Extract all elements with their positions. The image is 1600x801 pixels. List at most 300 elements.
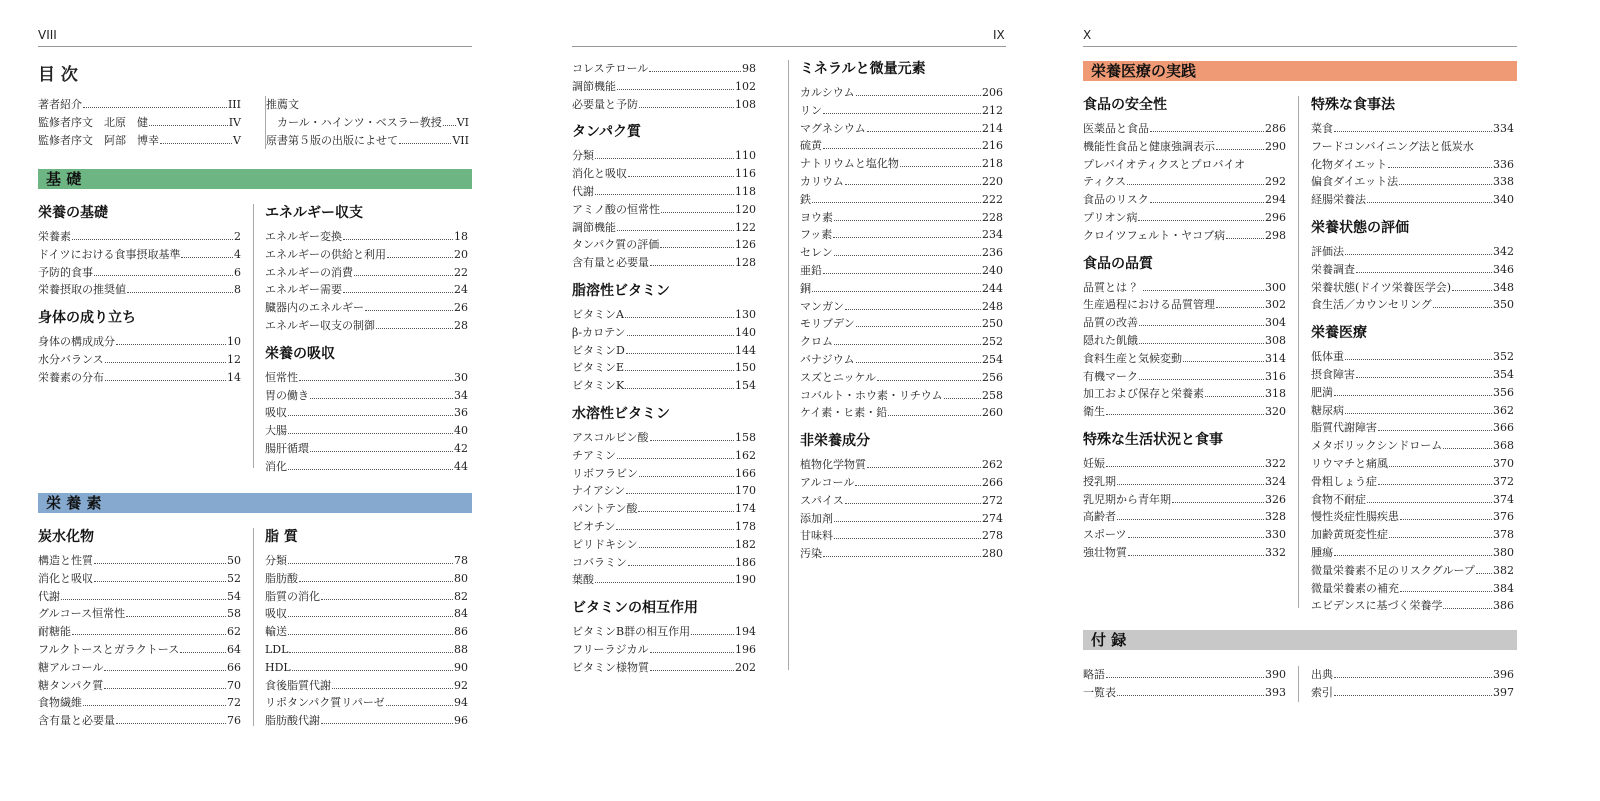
entry-title: 監修者序文 北原 健 [38, 115, 148, 129]
entry-title: 品質の改善 [1083, 316, 1138, 330]
entry-page: 298 [1265, 228, 1286, 242]
entry-page: 120 [735, 202, 756, 216]
entry-title: HDL [265, 660, 291, 674]
entry-title: ヨウ素 [800, 210, 833, 224]
entry-page: 158 [735, 430, 756, 444]
entry-title: 汚染 [800, 547, 822, 561]
toc-group [1311, 96, 1514, 209]
entry-page: 206 [982, 86, 1003, 99]
dot-leader [1117, 484, 1264, 485]
toc-entry [1083, 666, 1286, 684]
entry-title: 肥満 [1311, 385, 1333, 399]
page-number: IX [993, 28, 1005, 42]
entry-title: 出典 [1311, 668, 1333, 681]
entry-title: 評価法 [1311, 244, 1344, 258]
entry-page: 118 [735, 184, 756, 198]
group-heading: 特殊な食事法 [1311, 97, 1395, 113]
toc-entry [1083, 120, 1286, 138]
group-heading: 非栄養成分 [800, 433, 870, 450]
entry-page: 88 [454, 642, 468, 656]
entry-page: 26 [454, 301, 468, 315]
entry-page: 44 [454, 459, 468, 473]
dot-leader [1388, 167, 1492, 168]
dot-leader [1356, 272, 1492, 273]
entry-title: 推薦文 [266, 98, 299, 111]
entry-title: 調節機能 [572, 79, 616, 93]
entry-page: 346 [1493, 262, 1514, 276]
toc-entry [1311, 296, 1514, 314]
entry-title: ティクス [1083, 175, 1127, 189]
entry-page: 110 [735, 149, 756, 163]
entry-title: 微量栄養素不足のリスクグループ [1311, 563, 1475, 577]
group-heading: 脂溶性ビタミン [572, 282, 670, 299]
entry-title: 妊娠 [1083, 456, 1105, 470]
entry-page: 302 [1265, 298, 1286, 312]
entry-title: カール・ハインツ・ベスラー教授 [266, 115, 442, 129]
dot-leader [1143, 290, 1265, 291]
entry-title: 摂食障害 [1311, 367, 1355, 381]
dot-leader [1389, 466, 1492, 467]
toc-entry [1083, 191, 1286, 209]
entry-page: 397 [1493, 685, 1514, 699]
dot-leader [1138, 220, 1264, 221]
entry-title: ナイアシン [572, 484, 626, 498]
entry-title: エネルギー収支の制御 [265, 318, 375, 332]
entry-title: 栄養摂取の推奨値 [38, 283, 126, 297]
entry-page: 92 [454, 678, 468, 692]
toc-entry [1083, 385, 1286, 403]
entry-title: 胃の働き [265, 388, 309, 402]
entry-page: 84 [454, 607, 468, 621]
entry-title: 脂質代謝障害 [1311, 421, 1377, 435]
entry-title: 輸送 [265, 625, 287, 639]
entry-page: 258 [982, 388, 1003, 402]
dot-leader [1356, 377, 1492, 378]
entry-page: 80 [454, 571, 468, 585]
entry-title: 代謝 [38, 589, 60, 603]
entry-page: 96 [454, 714, 468, 728]
toc-entry [1083, 684, 1286, 702]
toc-entry [1083, 156, 1286, 174]
entry-page: 340 [1493, 193, 1514, 207]
entry-title: 一覧表 [1083, 685, 1116, 699]
toc-entry [1311, 366, 1514, 384]
entry-page: 292 [1265, 175, 1286, 189]
entry-page: 98 [742, 62, 756, 75]
header-rule [1083, 46, 1517, 47]
entry-title: 含有量と必要量 [572, 256, 649, 270]
entry-page: 202 [735, 660, 756, 674]
entry-title: 葉酸 [572, 573, 594, 587]
entry-page: VI [456, 115, 469, 129]
toc-entry [1083, 296, 1286, 314]
entry-page: 216 [982, 139, 1003, 153]
practice-col-right [1311, 96, 1514, 625]
toc-entry [1083, 508, 1286, 526]
appendix-col-left [1083, 666, 1299, 702]
entry-page: 390 [1265, 668, 1286, 681]
entry-title: コバラミン [572, 555, 627, 569]
entry-page: 326 [1265, 492, 1286, 506]
dot-leader [1150, 202, 1264, 203]
dot-leader [1106, 414, 1264, 415]
dot-leader [1345, 413, 1492, 414]
toc-entry [1311, 526, 1514, 544]
entry-page: 260 [982, 406, 1003, 420]
group-heading: 食品の品質 [1083, 255, 1153, 272]
entry-page: 300 [1265, 280, 1286, 294]
toc-title: 目 次 [38, 65, 78, 85]
entry-title: リン [800, 103, 822, 117]
entry-title: ドイツにおける食事摂取基準 [38, 247, 181, 261]
entry-page: III [227, 98, 241, 111]
dot-leader [1334, 555, 1492, 556]
toc-entry [1311, 261, 1514, 279]
toc-entry [1311, 120, 1514, 138]
toc-entry [1311, 684, 1514, 702]
entry-page: 36 [454, 406, 468, 420]
entry-title: 脂肪酸代謝 [265, 714, 320, 728]
entry-title: スズとニッケル [800, 370, 877, 384]
entry-page: 296 [1265, 210, 1286, 224]
entry-title: チアミン [572, 448, 616, 462]
entry-title: 亜鉛 [800, 263, 822, 277]
entry-page: 126 [735, 238, 756, 252]
entry-title: 強壮物質 [1083, 545, 1127, 559]
entry-title: 鉄 [800, 192, 811, 206]
entry-title: 食後脂質代謝 [265, 678, 331, 692]
group-heading: 栄養の吸収 [265, 345, 335, 362]
entry-title: マンガン [800, 299, 844, 313]
entry-page: 2 [234, 230, 241, 243]
entry-title: ビタミンB群の相互作用 [572, 625, 691, 639]
entry-title: ビタミンE [572, 361, 625, 375]
entry-page: 252 [982, 335, 1003, 349]
entry-title: フリーラジカル [572, 642, 649, 656]
entry-page: 62 [227, 625, 241, 639]
toc-entry [1083, 227, 1286, 245]
entry-title: クロイツフェルト・ヤコブ病 [1083, 228, 1226, 242]
entry-title: 分類 [265, 554, 287, 567]
entry-title: 脂質の消化 [265, 589, 320, 603]
dot-leader [1139, 325, 1264, 326]
toc-entry [1083, 403, 1286, 421]
entry-page: 154 [735, 379, 756, 393]
entry-title: 脂肪酸 [265, 571, 298, 585]
entry-title: 授乳期 [1083, 474, 1116, 488]
entry-page: 352 [1493, 350, 1514, 364]
group-heading: 脂 質 [265, 529, 298, 545]
entry-title: 耐糖能 [38, 625, 71, 639]
dot-leader [1216, 307, 1264, 308]
toc-entry [1311, 437, 1514, 455]
entry-title: 含有量と必要量 [38, 714, 115, 728]
entry-title: 索引 [1311, 685, 1333, 699]
entry-title: パントテン酸 [572, 502, 638, 516]
dot-leader [1399, 184, 1492, 185]
dot-leader [1334, 677, 1492, 678]
entry-title: 監修者序文 阿部 博幸 [38, 133, 159, 147]
entry-page: 34 [454, 388, 468, 402]
dot-leader [1378, 430, 1492, 431]
toc-entry [1083, 368, 1286, 386]
entry-title: カルシウム [800, 86, 855, 99]
toc-group [1083, 96, 1286, 245]
entry-title: 有機マーク [1083, 369, 1138, 383]
entry-page: 78 [454, 554, 468, 567]
group-heading: ビタミンの相互作用 [572, 600, 698, 617]
toc-entry [1083, 544, 1286, 562]
entry-page: 250 [982, 317, 1003, 331]
dot-leader [1443, 608, 1492, 609]
entry-page: 236 [982, 246, 1003, 260]
entry-page: 150 [735, 361, 756, 375]
entry-title: フッ素 [800, 228, 833, 242]
entry-page: 64 [227, 642, 241, 656]
entry-page: 314 [1265, 351, 1286, 365]
toc-entry [1311, 173, 1514, 191]
toc-entry [1311, 279, 1514, 297]
toc-entry [1311, 597, 1514, 615]
entry-page: 144 [735, 343, 756, 357]
entry-page: 304 [1265, 316, 1286, 330]
entry-title: コバルト・ホウ素・リチウム [800, 388, 943, 402]
toc-group [1311, 324, 1514, 615]
entry-page: 174 [735, 502, 756, 516]
entry-page: 248 [982, 299, 1003, 313]
section-practice: 栄養医療の実践 [1083, 61, 1517, 81]
entry-title: 大腸 [265, 424, 287, 438]
entry-page: 266 [982, 475, 1003, 489]
entry-page: 336 [1493, 157, 1514, 171]
entry-page: 86 [454, 625, 468, 639]
entry-title: アルコール [800, 475, 855, 489]
page-number: VIII [38, 28, 57, 42]
entry-title: β-カロテン [572, 325, 626, 339]
group-heading: 栄養状態の評価 [1311, 219, 1409, 236]
entry-title: 低体重 [1311, 350, 1344, 364]
toc-entry [1311, 580, 1514, 598]
dot-leader [1433, 307, 1492, 308]
entry-page: 308 [1265, 333, 1286, 347]
dot-leader [1172, 502, 1264, 503]
entry-page: IV [228, 115, 241, 129]
entry-page: 280 [982, 547, 1003, 561]
dot-leader [1128, 537, 1264, 538]
entry-page: 6 [234, 265, 241, 279]
dot-leader [1183, 361, 1264, 362]
entry-page: 52 [227, 571, 241, 585]
dot-leader [1378, 484, 1492, 485]
entry-title: 乳児期から青年期 [1083, 492, 1171, 506]
entry-page: 170 [735, 484, 756, 498]
entry-page: 130 [735, 307, 756, 321]
entry-page: 348 [1493, 280, 1514, 294]
toc-entry [1083, 491, 1286, 509]
entry-title: リボフラビン [572, 466, 638, 480]
toc-entry [1083, 173, 1286, 191]
entry-page: 22 [454, 265, 468, 279]
toc-group [1083, 431, 1286, 562]
entry-page: 244 [982, 281, 1003, 295]
dot-leader [1443, 448, 1492, 449]
entry-title: 衛生 [1083, 405, 1105, 419]
toc-entry [1083, 279, 1286, 297]
dot-leader [1334, 131, 1492, 132]
entry-title: 甘味料 [800, 529, 833, 543]
entry-title: エビデンスに基づく栄養学 [1311, 599, 1443, 613]
entry-title: 食生活／カウンセリング [1311, 298, 1432, 312]
entry-page: 254 [982, 352, 1003, 366]
entry-title: 吸収 [265, 607, 287, 621]
entry-title: 分類 [572, 149, 594, 163]
entry-title: アスコルビン酸 [572, 430, 649, 444]
entry-title: 身体の構成成分 [38, 335, 115, 349]
dot-leader [1127, 184, 1264, 185]
entry-title: 略語 [1083, 668, 1105, 681]
entry-title: コレステロール [572, 62, 649, 75]
entry-title: ビタミン様物質 [572, 660, 649, 674]
toc-entry [1083, 332, 1286, 350]
entry-page: 102 [735, 79, 756, 93]
toc-entry [1311, 666, 1514, 684]
entry-page: 42 [454, 441, 468, 455]
dot-leader [1139, 379, 1264, 380]
entry-title: 著者紹介 [38, 98, 82, 111]
dot-leader [1106, 677, 1264, 678]
entry-page: V [233, 133, 241, 147]
group-heading: エネルギー収支 [265, 205, 363, 221]
entry-page: 322 [1265, 456, 1286, 470]
entry-page: 356 [1493, 385, 1514, 399]
entry-title: 臓器内のエネルギー [265, 301, 364, 315]
entry-title: バナジウム [800, 352, 855, 366]
entry-page: 108 [735, 97, 756, 111]
entry-page: 24 [454, 283, 468, 297]
entry-page: 262 [982, 458, 1003, 472]
entry-title: タンパク質の評価 [572, 238, 660, 252]
entry-title: カリウム [800, 174, 844, 188]
entry-page: 50 [227, 554, 241, 567]
entry-title: 原書第５版の出版によせて [266, 133, 398, 147]
entry-page: 162 [735, 448, 756, 462]
dot-leader [1452, 290, 1492, 291]
entry-page: 218 [982, 157, 1003, 171]
entry-page: 58 [227, 607, 241, 621]
entry-title: 高齢者 [1083, 510, 1116, 524]
entry-page: 278 [982, 529, 1003, 543]
entry-page: 324 [1265, 474, 1286, 488]
entry-title: 恒常性 [265, 370, 298, 384]
entry-title: モリブデン [800, 317, 855, 331]
entry-title: 化物ダイエット [1311, 157, 1388, 171]
entry-title: 隠れた飢餓 [1083, 333, 1138, 347]
entry-page: 274 [982, 511, 1003, 525]
toc-entry [1311, 156, 1514, 174]
entry-page: 366 [1493, 421, 1514, 435]
entry-page: 166 [735, 466, 756, 480]
entry-title: 銅 [800, 281, 811, 295]
entry-page: 380 [1493, 545, 1514, 559]
entry-title: 加工および保存と栄養素 [1083, 387, 1204, 401]
entry-page: 334 [1493, 122, 1514, 135]
entry-title: 糖尿病 [1311, 403, 1344, 417]
entry-page: 54 [227, 589, 241, 603]
entry-title: 医薬品と食品 [1083, 122, 1149, 135]
entry-page: 378 [1493, 528, 1514, 542]
dot-leader [1334, 695, 1492, 696]
toc-group [1311, 219, 1514, 314]
entry-page: 94 [454, 696, 468, 710]
entry-page: 376 [1493, 510, 1514, 524]
entry-title: プリオン病 [1083, 210, 1138, 224]
group-heading: 水溶性ビタミン [572, 405, 670, 422]
dot-leader [1150, 131, 1264, 132]
entry-page: 294 [1265, 193, 1286, 207]
toc-entry [1311, 419, 1514, 437]
entry-title: 予防的食事 [38, 265, 93, 279]
dot-leader [1334, 395, 1492, 396]
entry-title: 消化と吸収 [38, 571, 93, 585]
group-heading: 特殊な生活状況と食事 [1083, 431, 1223, 448]
toc-entry [1311, 138, 1514, 156]
group-heading: タンパク質 [572, 124, 642, 141]
entry-page: 70 [227, 678, 241, 692]
toc-group [1083, 666, 1286, 702]
toc-entry [1311, 243, 1514, 261]
dot-leader [1400, 591, 1492, 592]
entry-title: 生産過程における品質管理 [1083, 298, 1215, 312]
entry-title: マグネシウム [800, 121, 866, 135]
entry-page: 72 [227, 696, 241, 710]
entry-page: 196 [735, 642, 756, 656]
entry-page: 40 [454, 424, 468, 438]
toc-entry [1083, 209, 1286, 227]
entry-title: 調節機能 [572, 220, 616, 234]
entry-title: ナトリウムと塩化物 [800, 157, 899, 171]
toc-group [1311, 666, 1514, 702]
entry-title: 機能性食品と健康強調表示 [1083, 139, 1215, 153]
entry-title: 代謝 [572, 184, 594, 198]
entry-title: セレン [800, 246, 833, 260]
entry-page: 186 [735, 555, 756, 569]
entry-title: 消化と吸収 [572, 167, 627, 181]
entry-title: 骨粗しょう症 [1311, 474, 1377, 488]
entry-page: 374 [1493, 492, 1514, 506]
dot-leader [1367, 502, 1492, 503]
entry-title: 添加剤 [800, 511, 833, 525]
entry-page: 12 [227, 352, 241, 366]
entry-page: 386 [1493, 599, 1514, 613]
entry-title: ビタミンD [572, 343, 625, 357]
entry-title: 慢性炎症性腸疾患 [1311, 510, 1399, 524]
entry-title: 吸収 [265, 406, 287, 420]
entry-page: 8 [234, 283, 241, 297]
toc-entry [1311, 191, 1514, 209]
entry-title: エネルギーの消費 [265, 265, 353, 279]
dot-leader [1345, 359, 1492, 360]
entry-page: 222 [982, 192, 1003, 206]
entry-page: 316 [1265, 369, 1286, 383]
entry-title: 品質とは ？ [1083, 280, 1142, 294]
entry-title: 水分バランス [38, 352, 104, 366]
entry-title: 食物繊維 [38, 696, 82, 710]
entry-page: 384 [1493, 581, 1514, 595]
entry-title: フードコンバイニング法と低炭水 [1311, 139, 1474, 153]
entry-page: 116 [735, 167, 756, 181]
entry-page: 330 [1265, 528, 1286, 542]
entry-page: 178 [735, 519, 756, 533]
